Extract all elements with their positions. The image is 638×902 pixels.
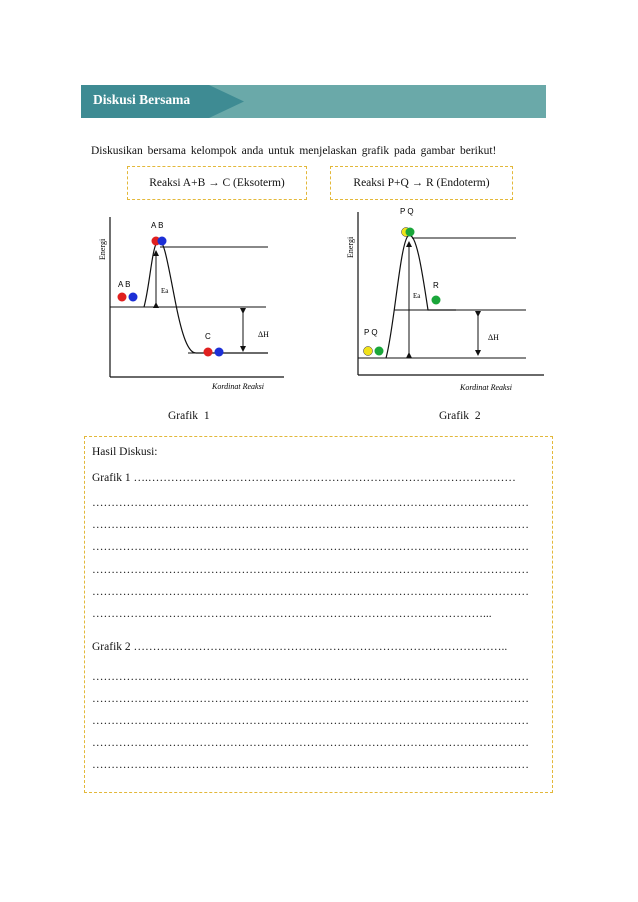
particle-b xyxy=(129,293,138,302)
answer-line[interactable]: …………………………………………………………………………………………………… xyxy=(92,497,529,509)
product-particle-1 xyxy=(204,348,213,357)
product-label: C xyxy=(205,332,211,341)
answer-line[interactable]: …………………………………………………………………………………………………… xyxy=(92,759,529,771)
answer-line[interactable]: …………………………………………………………………………………………………… xyxy=(92,715,529,727)
grafik-2-answer-line[interactable]: Grafik 2 …………………………………………………………………………………….. xyxy=(92,641,508,653)
answer-line[interactable]: …………………………………………………………………………………………………… xyxy=(92,737,529,749)
answer-line[interactable]: …………………………………………………………………………………………………… xyxy=(92,693,529,705)
y-axis-label: Energi xyxy=(346,236,355,258)
product-particle-2 xyxy=(215,348,224,357)
dh-label: ΔH xyxy=(488,333,499,342)
peak-label: A B xyxy=(151,221,164,230)
peak-label: P Q xyxy=(400,207,414,216)
particle-q xyxy=(375,347,384,356)
particle-a xyxy=(118,293,127,302)
reaction-1-box xyxy=(127,166,307,200)
reaction-2-box xyxy=(330,166,513,200)
y-axis-label: Energi xyxy=(98,238,107,260)
graph-1-caption: Grafik 1 xyxy=(168,410,210,422)
instruction-text: Diskusikan bersama kelompok anda untuk menjelaskan grafik pada gambar berikut! xyxy=(91,145,497,157)
reactant-label: A B xyxy=(118,280,131,289)
x-axis-label: Kordinat Reaksi xyxy=(212,382,264,391)
answer-line[interactable]: …………………………………………………………………………………………………… xyxy=(92,541,529,553)
section-title: Diskusi Bersama xyxy=(93,92,191,107)
peak-particle-b xyxy=(158,237,167,246)
x-axis-label: Kordinat Reaksi xyxy=(460,383,512,392)
product-label: R xyxy=(433,281,439,290)
answer-line[interactable]: …………………………………………………………………………………………………… xyxy=(92,671,529,683)
dh-label: ΔH xyxy=(258,330,269,339)
answer-line[interactable]: …………………………………………………………………………………………... xyxy=(92,608,492,620)
answer-line[interactable]: …………………………………………………………………………………………………… xyxy=(92,586,529,598)
answer-line[interactable]: …………………………………………………………………………………………………… xyxy=(92,564,529,576)
ea-label: Ea xyxy=(413,292,421,300)
reaction-2-label: Reaksi P+Q → R (Endoterm) xyxy=(353,177,490,189)
particle-p xyxy=(364,347,373,356)
graph-2 xyxy=(336,200,548,400)
reactant-label: P Q xyxy=(364,328,378,337)
ea-label: Ea xyxy=(161,287,169,295)
reaction-1-label: Reaksi A+B → C (Eksoterm) xyxy=(149,177,285,189)
graph-2-caption: Grafik 2 xyxy=(439,410,481,422)
product-particle xyxy=(432,296,441,305)
answer-line[interactable]: …………………………………………………………………………………………………… xyxy=(92,519,529,531)
grafik-1-answer-line[interactable]: Grafik 1 ….…………………………………………………………………………………… xyxy=(92,472,516,484)
discussion-heading: Hasil Diskusi: xyxy=(92,446,158,458)
peak-particle-q xyxy=(406,228,415,237)
graph-1 xyxy=(88,205,288,395)
energy-curve xyxy=(386,235,456,358)
